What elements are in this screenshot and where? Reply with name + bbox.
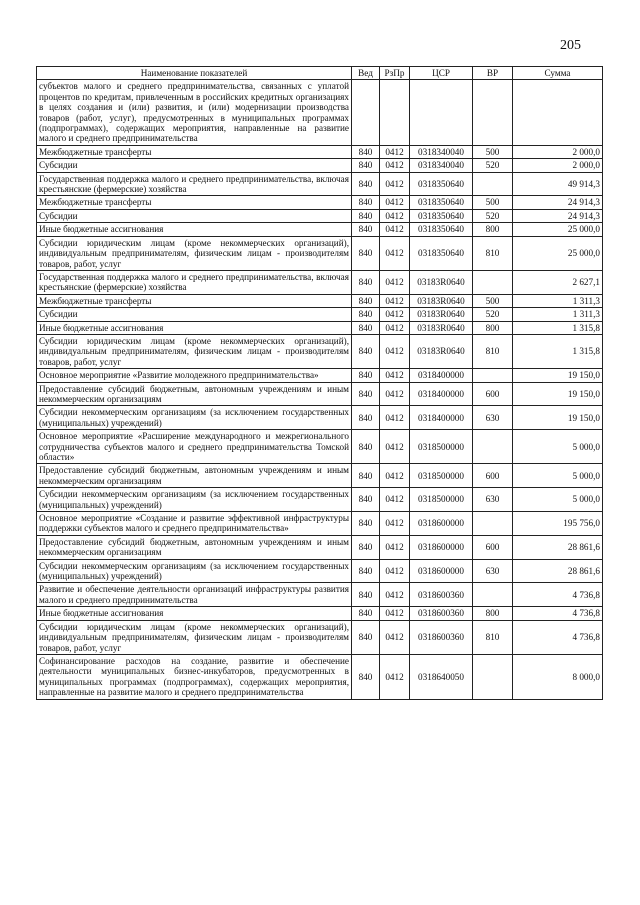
row-rzpr-cell: 0412 [380, 236, 410, 270]
row-ved-cell: 840 [352, 654, 380, 699]
row-ved-cell: 840 [352, 535, 380, 559]
row-name-cell: Субсидии юридическим лицам (кроме некоммерческих организаций), индивидуальным предпринимателям, физическим лицам - производителям товаров, работ, услуг [37, 334, 352, 368]
page-number: 205 [560, 38, 581, 53]
row-name-cell: Развитие и обеспечение деятельности организаций инфраструктуры развития малого и среднего предпринимательства [37, 583, 352, 607]
table-row [37, 559, 603, 583]
table-row [37, 583, 603, 607]
row-name-cell: Субсидии некоммерческим организациям (за исключением государственных (муниципальных) учреждений) [37, 488, 352, 512]
row-sum-cell: 4 736,8 [513, 620, 603, 654]
row-rzpr-cell: 0412 [380, 223, 410, 236]
row-sum-cell: 1 311,3 [513, 308, 603, 321]
row-ved-cell: 840 [352, 464, 380, 488]
row-sum-cell: 5 000,0 [513, 488, 603, 512]
row-ved-cell: 840 [352, 159, 380, 172]
row-name-cell: Субсидии [37, 209, 352, 222]
row-sum-cell: 1 315,8 [513, 334, 603, 368]
table-row [37, 209, 603, 222]
table-row [37, 294, 603, 307]
row-name-cell: Основное мероприятие «Развитие молодежного предпринимательства» [37, 369, 352, 382]
table-row [37, 382, 603, 406]
row-rzpr-cell: 0412 [380, 464, 410, 488]
row-rzpr-cell: 0412 [380, 270, 410, 294]
row-ved-cell: 840 [352, 209, 380, 222]
table-row [37, 308, 603, 321]
row-vr-cell: 600 [473, 464, 513, 488]
row-ved-cell: 840 [352, 270, 380, 294]
row-vr-cell: 600 [473, 535, 513, 559]
row-ved-cell: 840 [352, 620, 380, 654]
row-ved-cell: 840 [352, 607, 380, 620]
row-vr-cell: 810 [473, 236, 513, 270]
table-row [37, 172, 603, 196]
row-vr-cell: 630 [473, 488, 513, 512]
table-row [37, 145, 603, 158]
table-row [37, 223, 603, 236]
row-csr-cell: 0318600000 [410, 512, 473, 536]
row-name-cell: Субсидии [37, 308, 352, 321]
table-row [37, 321, 603, 334]
row-vr-cell: 630 [473, 559, 513, 583]
row-rzpr-cell: 0412 [380, 620, 410, 654]
table-row [37, 488, 603, 512]
row-name-cell: Субсидии некоммерческим организациям (за исключением государственных (муниципальных) учреждений) [37, 406, 352, 430]
row-name-cell: Основное мероприятие «Создание и развитие эффективной инфраструктуры поддержки субъектов малого и среднего предпринимательства» [37, 512, 352, 536]
row-rzpr-cell: 0412 [380, 196, 410, 209]
table-row [37, 607, 603, 620]
row-vr-cell: 800 [473, 607, 513, 620]
row-vr-cell [473, 172, 513, 196]
row-rzpr-cell: 0412 [380, 294, 410, 307]
row-rzpr-cell [380, 80, 410, 145]
row-name-cell: Государственная поддержка малого и среднего предпринимательства, включая крестьянские (фермерские) хозяйства [37, 172, 352, 196]
row-csr-cell: 0318340040 [410, 159, 473, 172]
row-rzpr-cell: 0412 [380, 145, 410, 158]
row-ved-cell: 840 [352, 512, 380, 536]
row-vr-cell: 810 [473, 334, 513, 368]
row-csr-cell: 0318350640 [410, 236, 473, 270]
header-rzpr: РзПр [380, 67, 410, 80]
row-csr-cell: 0318340040 [410, 145, 473, 158]
row-csr-cell: 0318350640 [410, 223, 473, 236]
row-name-cell: Софинансирование расходов на создание, развитие и обеспечение деятельности муниципальных бизнес-инкубаторов, предусмотренных в муниципальных программах (подпрограммах), содержащих мероприятия, направленные на развитие малого и среднего предпринимательства [37, 654, 352, 699]
row-rzpr-cell: 0412 [380, 321, 410, 334]
header-vr: ВР [473, 67, 513, 80]
row-name-cell: Государственная поддержка малого и среднего предпринимательства, включая крестьянские (фермерские) хозяйства [37, 270, 352, 294]
row-csr-cell: 03183R0640 [410, 334, 473, 368]
row-vr-cell [473, 583, 513, 607]
row-rzpr-cell: 0412 [380, 430, 410, 464]
row-rzpr-cell: 0412 [380, 654, 410, 699]
row-sum-cell: 28 861,6 [513, 535, 603, 559]
row-sum-cell: 28 861,6 [513, 559, 603, 583]
row-vr-cell: 520 [473, 308, 513, 321]
row-csr-cell: 0318400000 [410, 369, 473, 382]
header-name: Наименование показателей [37, 67, 352, 80]
row-csr-cell: 0318400000 [410, 406, 473, 430]
row-vr-cell: 600 [473, 382, 513, 406]
row-sum-cell: 1 311,3 [513, 294, 603, 307]
table-row [37, 236, 603, 270]
row-csr-cell: 0318350640 [410, 196, 473, 209]
row-sum-cell: 25 000,0 [513, 236, 603, 270]
row-vr-cell: 520 [473, 209, 513, 222]
row-name-cell: Предоставление субсидий бюджетным, автономным учреждениям и иным некоммерческим организациям [37, 535, 352, 559]
table-row [37, 620, 603, 654]
row-name-cell: Субсидии некоммерческим организациям (за исключением государственных (муниципальных) учреждений) [37, 559, 352, 583]
row-name-cell: Субсидии юридическим лицам (кроме некоммерческих организаций), индивидуальным предпринимателям, физическим лицам - производителям товаров, работ, услуг [37, 620, 352, 654]
row-csr-cell: 0318600360 [410, 620, 473, 654]
row-sum-cell: 19 150,0 [513, 406, 603, 430]
row-ved-cell: 840 [352, 236, 380, 270]
row-csr-cell: 0318350640 [410, 172, 473, 196]
table-row [37, 334, 603, 368]
row-csr-cell: 0318600360 [410, 583, 473, 607]
row-csr-cell: 0318600000 [410, 559, 473, 583]
row-csr-cell: 0318500000 [410, 430, 473, 464]
row-name-cell: Предоставление субсидий бюджетным, автономным учреждениям и иным некоммерческим организациям [37, 382, 352, 406]
row-csr-cell: 0318600360 [410, 607, 473, 620]
budget-table [36, 66, 603, 700]
row-ved-cell: 840 [352, 334, 380, 368]
row-sum-cell: 49 914,3 [513, 172, 603, 196]
table-row [37, 464, 603, 488]
row-sum-cell: 4 736,8 [513, 583, 603, 607]
row-ved-cell: 840 [352, 430, 380, 464]
row-ved-cell: 840 [352, 321, 380, 334]
row-name-cell: Иные бюджетные ассигнования [37, 321, 352, 334]
row-ved-cell: 840 [352, 145, 380, 158]
row-name-cell: субъектов малого и среднего предпринимательства, связанных с уплатой процентов по кредитам, привлеченным в российских кредитных организациях в целях создания и (или) развития, и (или) модернизации производства товаров (работ, услуг), предусмотренных в муниципальных программах (подпрограммах), содержащих мероприятия, направленные на развитие малого и среднего предпринимательства [37, 80, 352, 145]
row-name-cell: Основное мероприятие «Расширение международного и межрегионального сотрудничества субъектов малого и среднего предпринимательства Томской области» [37, 430, 352, 464]
row-ved-cell: 840 [352, 308, 380, 321]
row-name-cell: Субсидии юридическим лицам (кроме некоммерческих организаций), индивидуальным предпринимателям, физическим лицам - производителям товаров, работ, услуг [37, 236, 352, 270]
row-vr-cell: 500 [473, 145, 513, 158]
row-csr-cell: 0318350640 [410, 209, 473, 222]
table-row [37, 430, 603, 464]
header-ved: Вед [352, 67, 380, 80]
row-vr-cell: 520 [473, 159, 513, 172]
row-vr-cell: 800 [473, 223, 513, 236]
row-csr-cell: 0318500000 [410, 488, 473, 512]
header-csr: ЦСР [410, 67, 473, 80]
row-ved-cell: 840 [352, 369, 380, 382]
table-row [37, 369, 603, 382]
row-vr-cell: 500 [473, 294, 513, 307]
row-sum-cell: 19 150,0 [513, 382, 603, 406]
row-sum-cell: 24 914,3 [513, 209, 603, 222]
row-rzpr-cell: 0412 [380, 172, 410, 196]
row-sum-cell: 24 914,3 [513, 196, 603, 209]
row-name-cell: Предоставление субсидий бюджетным, автономным учреждениям и иным некоммерческим организациям [37, 464, 352, 488]
row-ved-cell: 840 [352, 196, 380, 209]
row-csr-cell: 03183R0640 [410, 308, 473, 321]
row-name-cell: Субсидии [37, 159, 352, 172]
row-sum-cell [513, 80, 603, 145]
row-vr-cell: 810 [473, 620, 513, 654]
table-row [37, 406, 603, 430]
row-sum-cell: 195 756,0 [513, 512, 603, 536]
row-rzpr-cell: 0412 [380, 512, 410, 536]
row-ved-cell: 840 [352, 382, 380, 406]
row-vr-cell [473, 369, 513, 382]
row-rzpr-cell: 0412 [380, 583, 410, 607]
row-vr-cell: 500 [473, 196, 513, 209]
row-vr-cell [473, 654, 513, 699]
header-sum: Сумма [513, 67, 603, 80]
table-row [37, 159, 603, 172]
row-rzpr-cell: 0412 [380, 488, 410, 512]
row-ved-cell: 840 [352, 488, 380, 512]
row-ved-cell: 840 [352, 559, 380, 583]
row-name-cell: Иные бюджетные ассигнования [37, 223, 352, 236]
row-rzpr-cell: 0412 [380, 535, 410, 559]
row-ved-cell: 840 [352, 406, 380, 430]
row-sum-cell: 1 315,8 [513, 321, 603, 334]
row-sum-cell: 25 000,0 [513, 223, 603, 236]
row-sum-cell: 5 000,0 [513, 430, 603, 464]
row-csr-cell: 03183R0640 [410, 270, 473, 294]
row-sum-cell: 2 000,0 [513, 159, 603, 172]
row-name-cell: Межбюджетные трансферты [37, 145, 352, 158]
row-csr-cell: 0318640050 [410, 654, 473, 699]
row-rzpr-cell: 0412 [380, 559, 410, 583]
row-sum-cell: 5 000,0 [513, 464, 603, 488]
table-row [37, 512, 603, 536]
row-sum-cell: 2 000,0 [513, 145, 603, 158]
row-csr-cell: 0318400000 [410, 382, 473, 406]
row-sum-cell: 4 736,8 [513, 607, 603, 620]
row-csr-cell: 03183R0640 [410, 294, 473, 307]
row-ved-cell: 840 [352, 223, 380, 236]
row-rzpr-cell: 0412 [380, 209, 410, 222]
row-vr-cell: 630 [473, 406, 513, 430]
row-vr-cell [473, 270, 513, 294]
row-vr-cell: 800 [473, 321, 513, 334]
row-csr-cell: 03183R0640 [410, 321, 473, 334]
row-ved-cell: 840 [352, 583, 380, 607]
row-vr-cell [473, 80, 513, 145]
row-ved-cell [352, 80, 380, 145]
row-vr-cell [473, 512, 513, 536]
row-sum-cell: 2 627,1 [513, 270, 603, 294]
row-rzpr-cell: 0412 [380, 369, 410, 382]
row-sum-cell: 8 000,0 [513, 654, 603, 699]
row-rzpr-cell: 0412 [380, 406, 410, 430]
table-row [37, 270, 603, 294]
row-rzpr-cell: 0412 [380, 159, 410, 172]
table-header-row [37, 67, 603, 80]
table-body [37, 80, 603, 699]
row-ved-cell: 840 [352, 294, 380, 307]
row-name-cell: Иные бюджетные ассигнования [37, 607, 352, 620]
table-row [37, 80, 603, 145]
row-csr-cell: 0318600000 [410, 535, 473, 559]
row-name-cell: Межбюджетные трансферты [37, 196, 352, 209]
row-rzpr-cell: 0412 [380, 308, 410, 321]
row-rzpr-cell: 0412 [380, 607, 410, 620]
row-sum-cell: 19 150,0 [513, 369, 603, 382]
row-name-cell: Межбюджетные трансферты [37, 294, 352, 307]
table-row [37, 535, 603, 559]
row-vr-cell [473, 430, 513, 464]
row-ved-cell: 840 [352, 172, 380, 196]
row-rzpr-cell: 0412 [380, 382, 410, 406]
row-rzpr-cell: 0412 [380, 334, 410, 368]
table-row [37, 196, 603, 209]
table-row [37, 654, 603, 699]
row-csr-cell: 0318500000 [410, 464, 473, 488]
row-csr-cell [410, 80, 473, 145]
